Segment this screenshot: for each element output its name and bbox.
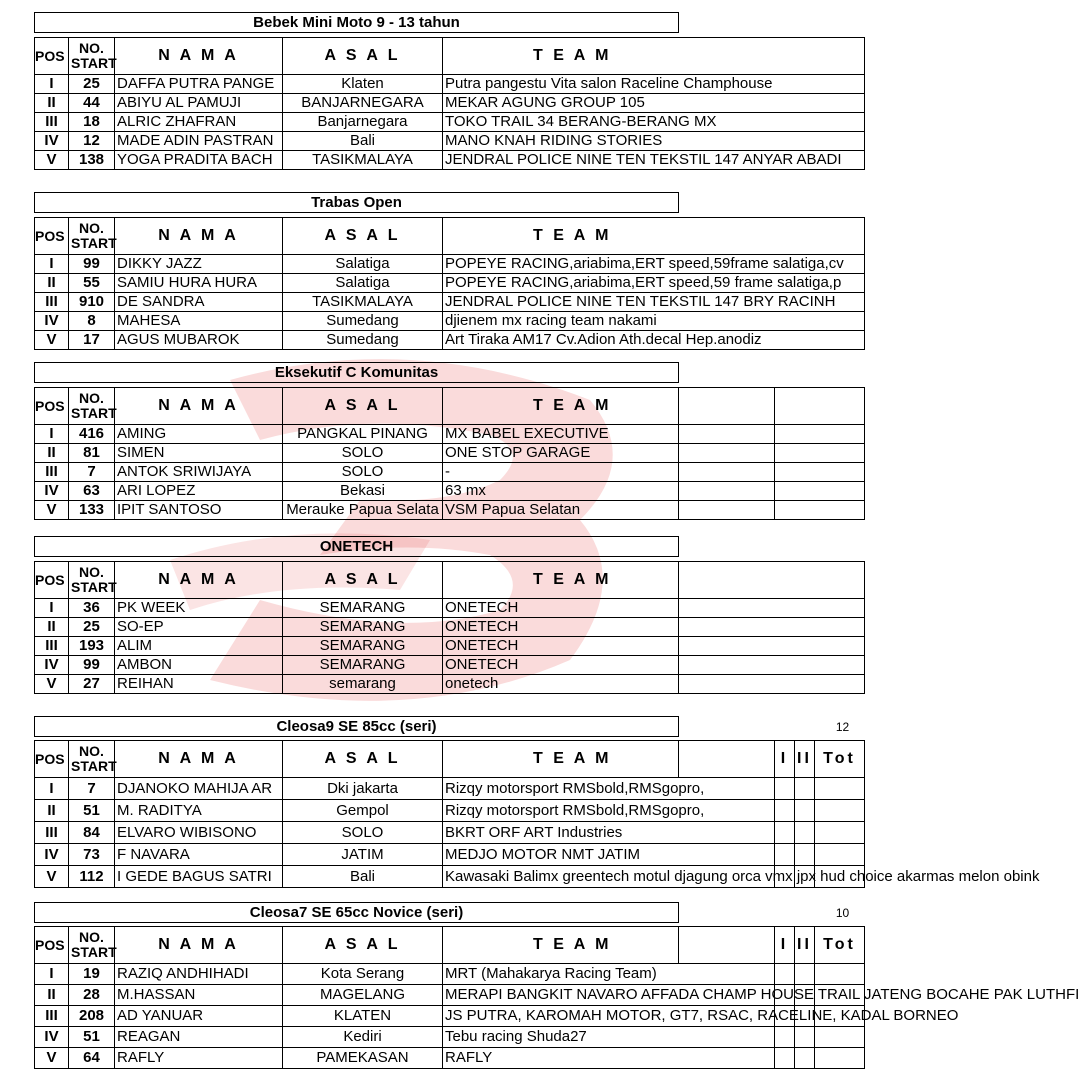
asal-cell: PANGKAL PINANG — [283, 425, 443, 444]
asal-cell: PAMEKASAN — [283, 1048, 443, 1069]
team-cell: djienem mx racing team nakami — [443, 312, 865, 331]
asal-cell: Banjarnegara — [283, 113, 443, 132]
nama-header: N A M A — [115, 741, 283, 778]
table-row — [35, 94, 865, 113]
asal-cell: TASIKMALAYA — [283, 151, 443, 170]
pos-header: POS — [35, 741, 69, 778]
results-table — [34, 561, 865, 694]
table-row — [35, 425, 865, 444]
table-row — [35, 637, 865, 656]
nama-cell: AGUS MUBAROK — [115, 331, 283, 350]
team-cell: MEDJO MOTOR NMT JATIM — [443, 844, 775, 866]
asal-header: A S A L — [283, 388, 443, 425]
table-row — [35, 293, 865, 312]
pos-cell: IV — [35, 656, 69, 675]
asal-cell: Kota Serang — [283, 964, 443, 985]
asal-cell: MAGELANG — [283, 985, 443, 1006]
table-row — [35, 1048, 865, 1069]
nama-cell: RAFLY — [115, 1048, 283, 1069]
nama-cell: AD YANUAR — [115, 1006, 283, 1027]
nama-cell: ALRIC ZHAFRAN — [115, 113, 283, 132]
total-header: Tot — [815, 741, 865, 778]
empty-cell — [679, 562, 865, 599]
team-cell: ONE STOP GARAGE — [443, 444, 679, 463]
section-title: Cleosa9 SE 85cc (seri) — [34, 716, 679, 737]
table-row — [35, 274, 865, 293]
table-row — [35, 331, 865, 350]
asal-cell: JATIM — [283, 844, 443, 866]
nama-cell: ALIM — [115, 637, 283, 656]
nama-header: N A M A — [115, 388, 283, 425]
asal-cell: TASIKMALAYA — [283, 293, 443, 312]
pos-cell: V — [35, 331, 69, 350]
nama-cell: DJANOKO MAHIJA AR — [115, 778, 283, 800]
asal-header: A S A L — [283, 741, 443, 778]
table-row — [35, 844, 865, 866]
pos-cell: I — [35, 425, 69, 444]
team-header: T E A M — [443, 741, 679, 778]
heat-2-header: II — [795, 741, 815, 778]
pos-cell: I — [35, 964, 69, 985]
pos-cell: I — [35, 599, 69, 618]
results-table — [34, 387, 865, 520]
section-title: Trabas Open — [34, 192, 679, 213]
asal-cell: SEMARANG — [283, 637, 443, 656]
total-header: Tot — [815, 927, 865, 964]
table-row — [35, 778, 865, 800]
team-cell: POPEYE RACING,ariabima,ERT speed,59 frame salatiga,p — [443, 274, 865, 293]
no-start-header: NO. START — [69, 741, 115, 778]
team-cell: MEKAR AGUNG GROUP 105 — [443, 94, 865, 113]
heat-2-header: II — [795, 927, 815, 964]
team-cell: MX BABEL EXECUTIVE — [443, 425, 679, 444]
asal-header: A S A L — [283, 218, 443, 255]
no-cell: 8 — [69, 312, 115, 331]
asal-cell: Merauke Papua Selata — [283, 501, 443, 520]
pos-header: POS — [35, 927, 69, 964]
table-row — [35, 675, 865, 694]
team-cell: JENDRAL POLICE NINE TEN TEKSTIL 147 ANYAR ABADI — [443, 151, 865, 170]
team-cell: 63 mx — [443, 482, 679, 501]
asal-cell: SOLO — [283, 822, 443, 844]
pos-cell: II — [35, 985, 69, 1006]
no-cell: 99 — [69, 255, 115, 274]
nama-cell: DIKKY JAZZ — [115, 255, 283, 274]
no-cell: 81 — [69, 444, 115, 463]
section-title: ONETECH — [34, 536, 679, 557]
nama-cell: REIHAN — [115, 675, 283, 694]
pos-cell: II — [35, 444, 69, 463]
team-cell: RAFLY — [443, 1048, 775, 1069]
empty-cell — [679, 927, 775, 964]
no-cell: 73 — [69, 844, 115, 866]
no-cell: 99 — [69, 656, 115, 675]
header-row — [35, 927, 865, 964]
nama-header: N A M A — [115, 38, 283, 75]
pos-cell: III — [35, 637, 69, 656]
no-start-header: NO. START — [69, 562, 115, 599]
no-start-header: NO. START — [69, 388, 115, 425]
team-cell: Putra pangestu Vita salon Raceline Champhouse — [443, 75, 865, 94]
asal-cell: SOLO — [283, 444, 443, 463]
empty-cell — [679, 741, 775, 778]
team-cell: ONETECH — [443, 618, 679, 637]
nama-cell: SO-EP — [115, 618, 283, 637]
table-row — [35, 822, 865, 844]
table-row — [35, 1006, 865, 1027]
no-cell: 28 — [69, 985, 115, 1006]
table-row — [35, 255, 865, 274]
table-row — [35, 1027, 865, 1048]
no-cell: 138 — [69, 151, 115, 170]
table-row — [35, 800, 865, 822]
team-cell: JENDRAL POLICE NINE TEN TEKSTIL 147 BRY RACINH — [443, 293, 865, 312]
pos-header: POS — [35, 218, 69, 255]
asal-cell: SEMARANG — [283, 656, 443, 675]
asal-header: A S A L — [283, 927, 443, 964]
nama-header: N A M A — [115, 927, 283, 964]
entry-count: 12 — [835, 720, 850, 734]
no-cell: 36 — [69, 599, 115, 618]
pos-cell: V — [35, 501, 69, 520]
pos-cell: IV — [35, 482, 69, 501]
asal-cell: Sumedang — [283, 331, 443, 350]
team-cell: Tebu racing Shuda27 — [443, 1027, 775, 1048]
nama-cell: ABIYU AL PAMUJI — [115, 94, 283, 113]
nama-cell: PK WEEK — [115, 599, 283, 618]
nama-header: N A M A — [115, 218, 283, 255]
table-row — [35, 618, 865, 637]
nama-cell: ELVARO WIBISONO — [115, 822, 283, 844]
asal-header: A S A L — [283, 562, 443, 599]
table-row — [35, 985, 865, 1006]
team-cell: MANO KNAH RIDING STORIES — [443, 132, 865, 151]
empty-cell — [775, 388, 865, 425]
header-row — [35, 388, 865, 425]
pos-cell: III — [35, 822, 69, 844]
header-row — [35, 38, 865, 75]
team-header: T E A M — [443, 388, 679, 425]
table-row — [35, 463, 865, 482]
pos-cell: IV — [35, 132, 69, 151]
no-cell: 7 — [69, 778, 115, 800]
results-table — [34, 740, 1040, 888]
pos-header: POS — [35, 388, 69, 425]
table-row — [35, 656, 865, 675]
pos-cell: II — [35, 800, 69, 822]
asal-cell: SOLO — [283, 463, 443, 482]
nama-cell: AMING — [115, 425, 283, 444]
nama-cell: SAMIU HURA HURA — [115, 274, 283, 293]
asal-cell: Sumedang — [283, 312, 443, 331]
nama-cell: M.HASSAN — [115, 985, 283, 1006]
pos-header: POS — [35, 38, 69, 75]
team-cell: BKRT ORF ART Industries — [443, 822, 775, 844]
header-row — [35, 741, 865, 778]
pos-cell: IV — [35, 844, 69, 866]
team-header: T E A M — [443, 927, 679, 964]
empty-cell — [679, 388, 775, 425]
team-header: T E A M — [443, 562, 679, 599]
no-cell: 51 — [69, 1027, 115, 1048]
section-title: Eksekutif C Komunitas — [34, 362, 679, 383]
pos-cell: III — [35, 1006, 69, 1027]
section-title: Cleosa7 SE 65cc Novice (seri) — [34, 902, 679, 923]
team-cell: ONETECH — [443, 656, 679, 675]
asal-cell: Gempol — [283, 800, 443, 822]
no-cell: 51 — [69, 800, 115, 822]
asal-cell: SEMARANG — [283, 618, 443, 637]
asal-cell: Dki jakarta — [283, 778, 443, 800]
no-cell: 25 — [69, 75, 115, 94]
heat-1-header: I — [775, 741, 795, 778]
no-start-header: NO. START — [69, 218, 115, 255]
team-header: T E A M — [443, 38, 865, 75]
asal-cell: BANJARNEGARA — [283, 94, 443, 113]
results-table — [34, 217, 865, 350]
asal-header: A S A L — [283, 38, 443, 75]
nama-cell: AMBON — [115, 656, 283, 675]
table-row — [35, 444, 865, 463]
no-cell: 44 — [69, 94, 115, 113]
pos-cell: V — [35, 1048, 69, 1069]
no-cell: 12 — [69, 132, 115, 151]
team-cell: MERAPI BANGKIT NAVARO AFFADA CHAMP HOUSE TRAIL JATENG BOCAHE PAK LUTHFI — [443, 985, 775, 1006]
team-cell: Rizqy motorsport RMSbold,RMSgopro, — [443, 800, 775, 822]
no-cell: 17 — [69, 331, 115, 350]
table-row — [35, 132, 865, 151]
no-cell: 19 — [69, 964, 115, 985]
heat-1-header: I — [775, 927, 795, 964]
asal-cell: semarang — [283, 675, 443, 694]
team-cell: VSM Papua Selatan — [443, 501, 679, 520]
pos-cell: I — [35, 778, 69, 800]
nama-cell: M. RADITYA — [115, 800, 283, 822]
results-table — [34, 926, 1079, 1069]
nama-cell: F NAVARA — [115, 844, 283, 866]
table-row — [35, 75, 865, 94]
no-cell: 133 — [69, 501, 115, 520]
team-cell: POPEYE RACING,ariabima,ERT speed,59frame salatiga,cv — [443, 255, 865, 274]
team-cell: TOKO TRAIL 34 BERANG-BERANG MX — [443, 113, 865, 132]
asal-cell: Kediri — [283, 1027, 443, 1048]
pos-cell: I — [35, 255, 69, 274]
no-cell: 55 — [69, 274, 115, 293]
team-cell: Kawasaki Balimx greentech motul djagung orca vmx jpx hud choice akarmas melon obink — [443, 866, 775, 888]
header-row — [35, 562, 865, 599]
nama-cell: MADE ADIN PASTRAN — [115, 132, 283, 151]
table-row — [35, 113, 865, 132]
pos-cell: V — [35, 151, 69, 170]
nama-cell: SIMEN — [115, 444, 283, 463]
no-cell: 7 — [69, 463, 115, 482]
no-cell: 910 — [69, 293, 115, 312]
asal-cell: Salatiga — [283, 255, 443, 274]
pos-cell: V — [35, 866, 69, 888]
nama-cell: DE SANDRA — [115, 293, 283, 312]
no-cell: 64 — [69, 1048, 115, 1069]
no-start-header: NO. START — [69, 38, 115, 75]
asal-cell: Bali — [283, 866, 443, 888]
team-cell: MRT (Mahakarya Racing Team) — [443, 964, 775, 985]
nama-cell: REAGAN — [115, 1027, 283, 1048]
pos-header: POS — [35, 562, 69, 599]
asal-cell: Salatiga — [283, 274, 443, 293]
no-cell: 27 — [69, 675, 115, 694]
nama-cell: I GEDE BAGUS SATRI — [115, 866, 283, 888]
pos-cell: II — [35, 274, 69, 293]
asal-cell: KLATEN — [283, 1006, 443, 1027]
pos-cell: V — [35, 675, 69, 694]
nama-cell: YOGA PRADITA BACH — [115, 151, 283, 170]
team-cell: - — [443, 463, 679, 482]
no-cell: 112 — [69, 866, 115, 888]
team-cell: Art Tiraka AM17 Cv.Adion Ath.decal Hep.anodiz — [443, 331, 865, 350]
team-cell: ONETECH — [443, 637, 679, 656]
team-header: T E A M — [443, 218, 865, 255]
asal-cell: SEMARANG — [283, 599, 443, 618]
asal-cell: Bekasi — [283, 482, 443, 501]
pos-cell: III — [35, 463, 69, 482]
results-table — [34, 37, 865, 170]
nama-cell: RAZIQ ANDHIHADI — [115, 964, 283, 985]
table-row — [35, 501, 865, 520]
pos-cell: I — [35, 75, 69, 94]
pos-cell: III — [35, 293, 69, 312]
header-row — [35, 218, 865, 255]
asal-cell: Bali — [283, 132, 443, 151]
entry-count: 10 — [835, 906, 850, 920]
nama-cell: IPIT SANTOSO — [115, 501, 283, 520]
nama-cell: MAHESA — [115, 312, 283, 331]
section-title: Bebek Mini Moto 9 - 13 tahun — [34, 12, 679, 33]
nama-cell: DAFFA PUTRA PANGE — [115, 75, 283, 94]
asal-cell: Klaten — [283, 75, 443, 94]
nama-cell: ARI LOPEZ — [115, 482, 283, 501]
pos-cell: III — [35, 113, 69, 132]
pos-cell: IV — [35, 312, 69, 331]
team-cell: JS PUTRA, KAROMAH MOTOR, GT7, RSAC, RACELINE, KADAL BORNEO — [443, 1006, 775, 1027]
table-row — [35, 151, 865, 170]
pos-cell: II — [35, 618, 69, 637]
no-cell: 84 — [69, 822, 115, 844]
no-cell: 208 — [69, 1006, 115, 1027]
no-cell: 416 — [69, 425, 115, 444]
table-row — [35, 599, 865, 618]
table-row — [35, 866, 865, 888]
pos-cell: IV — [35, 1027, 69, 1048]
nama-cell: ANTOK SRIWIJAYA — [115, 463, 283, 482]
team-cell: onetech — [443, 675, 679, 694]
no-cell: 193 — [69, 637, 115, 656]
pos-cell: II — [35, 94, 69, 113]
table-row — [35, 312, 865, 331]
no-cell: 18 — [69, 113, 115, 132]
table-row — [35, 482, 865, 501]
no-cell: 63 — [69, 482, 115, 501]
team-cell: Rizqy motorsport RMSbold,RMSgopro, — [443, 778, 775, 800]
no-start-header: NO. START — [69, 927, 115, 964]
table-row — [35, 964, 865, 985]
nama-header: N A M A — [115, 562, 283, 599]
team-cell: ONETECH — [443, 599, 679, 618]
no-cell: 25 — [69, 618, 115, 637]
